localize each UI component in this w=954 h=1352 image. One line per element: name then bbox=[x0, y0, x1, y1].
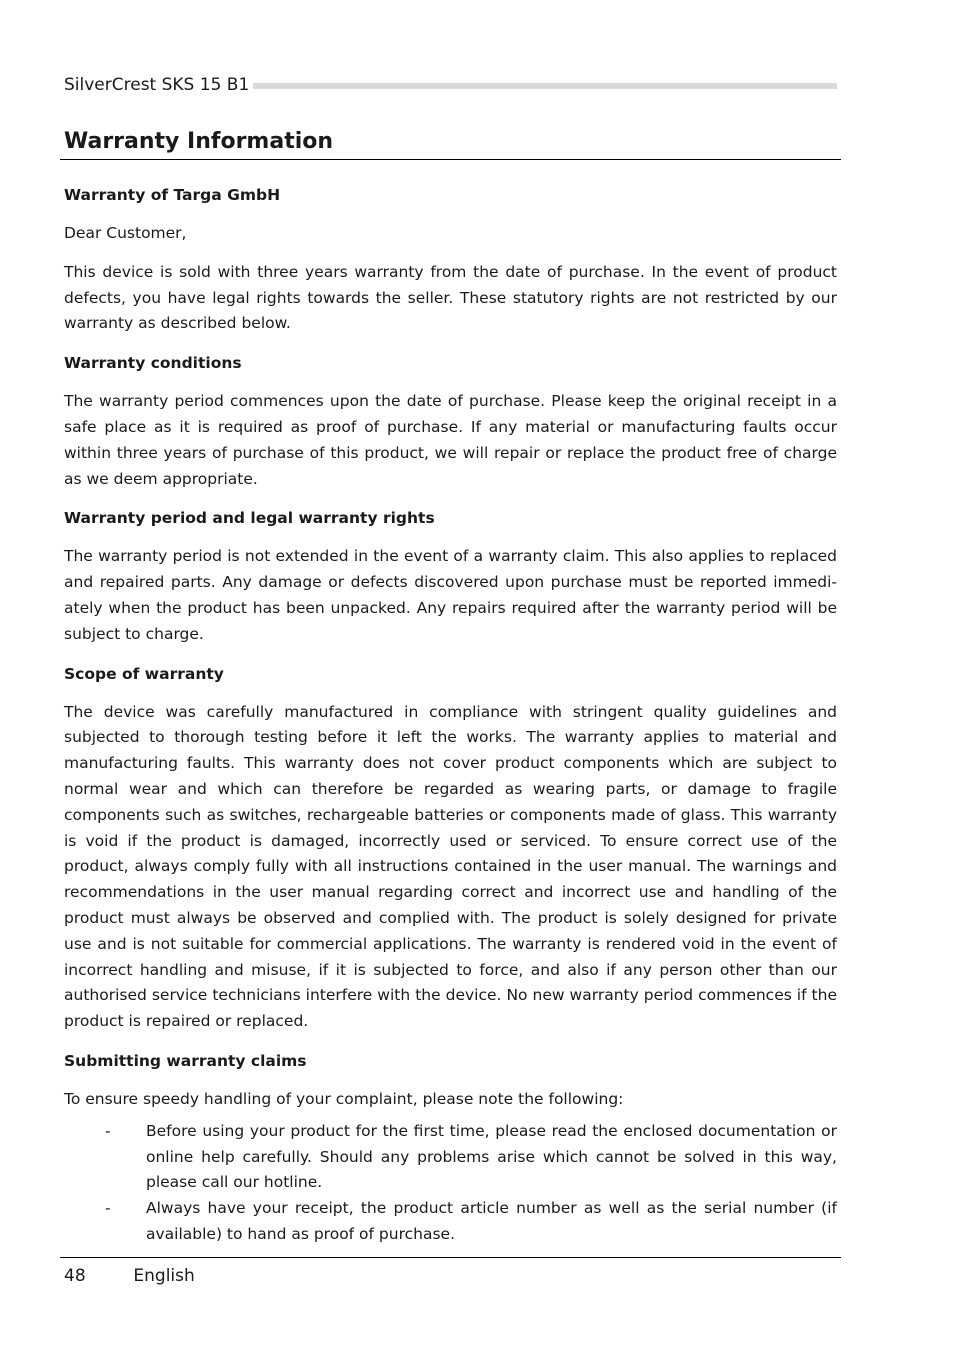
heading-warranty-conditions: Warranty conditions bbox=[64, 354, 242, 373]
paragraph-scope: The device was carefully manufactured in compliance with stringent quality guidelines and subjected to thorough testing before it left the works. The warranty applies to material and manufacturing faults. This warranty does not cover product components which are subject to normal wear and which can therefore be regarded as wearing parts, or damage to fragile components such as switches, rechargeable batteries or components made of glass. This warranty is void if the product is damaged, incorrectly used or serviced. To ensure correct use of the product, always comply fully with all instructions contained in the user manual. The warnings and recommendations in the user manual regarding correct and incorrect use and handling of the product must always be observed and complied with. The product is solely designed for private use and is not suitable for commercial applications. The warranty is rendered void in the event of incorrect handling and misuse, if it is subjected to force, and also if any person other than our authorised service technicians interfere with the device. No new warranty period commences if the product is repaired or replaced. bbox=[64, 702, 837, 1031]
heading-scope-of-warranty: Scope of warranty bbox=[64, 664, 224, 683]
paragraph-conditions: The warranty period commences upon the date of purchase. Please keep the original receipt in a safe place as it is required as proof of purchase. If any material or manufacturing faults occur within three years of purchase of this product, we will repair or replace the product free of charge as we deem appropriate. bbox=[64, 392, 837, 488]
page-footer bbox=[64, 1264, 195, 1288]
page-number: 48 bbox=[64, 1266, 86, 1286]
greeting: Dear Customer, bbox=[64, 224, 187, 242]
paragraph-period: The warranty period is not extended in the event of a warranty claim. This also applies to replaced and repaired parts. Any damage or defects discovered upon purchase must be reported immediately when the product has been unpacked. Any repairs required after the warranty period will be subject to charge. bbox=[64, 547, 837, 643]
heading-warranty-period: Warranty period and legal warranty rights bbox=[64, 509, 435, 528]
title-rule bbox=[60, 159, 841, 160]
list-dash: - bbox=[105, 1121, 111, 1140]
list-item-text: Always have your receipt, the product article number as well as the serial number (if available) to hand as proof of purchase. bbox=[146, 1199, 837, 1243]
page-header bbox=[64, 74, 837, 96]
page-content bbox=[64, 182, 837, 1248]
claims-list bbox=[64, 1119, 837, 1248]
heading-submitting-claims: Submitting warranty claims bbox=[64, 1051, 307, 1070]
heading-warranty-of-targa: Warranty of Targa GmbH bbox=[64, 186, 281, 204]
footer-language: English bbox=[133, 1266, 195, 1286]
footer-rule bbox=[60, 1257, 841, 1258]
page-title: Warranty Information bbox=[64, 129, 334, 154]
header-bar bbox=[224, 83, 837, 89]
header-model: SilverCrest SKS 15 B1 bbox=[64, 74, 253, 96]
list-item-text: Before using your product for the first time, please read the enclosed documentation or online help carefully. Should any problems arise which cannot be solved in this way, please call our hotline. bbox=[146, 1121, 837, 1192]
list-item bbox=[64, 1119, 837, 1196]
paragraph-claims-intro: To ensure speedy handling of your complaint, please note the following: bbox=[64, 1089, 624, 1108]
list-item bbox=[64, 1196, 837, 1248]
paragraph-intro: This device is sold with three years warranty from the date of purchase. In the event of product defects, you have legal rights towards the seller. These statutory rights are not restricted by our warranty as described below. bbox=[64, 262, 837, 333]
list-dash: - bbox=[105, 1199, 111, 1218]
